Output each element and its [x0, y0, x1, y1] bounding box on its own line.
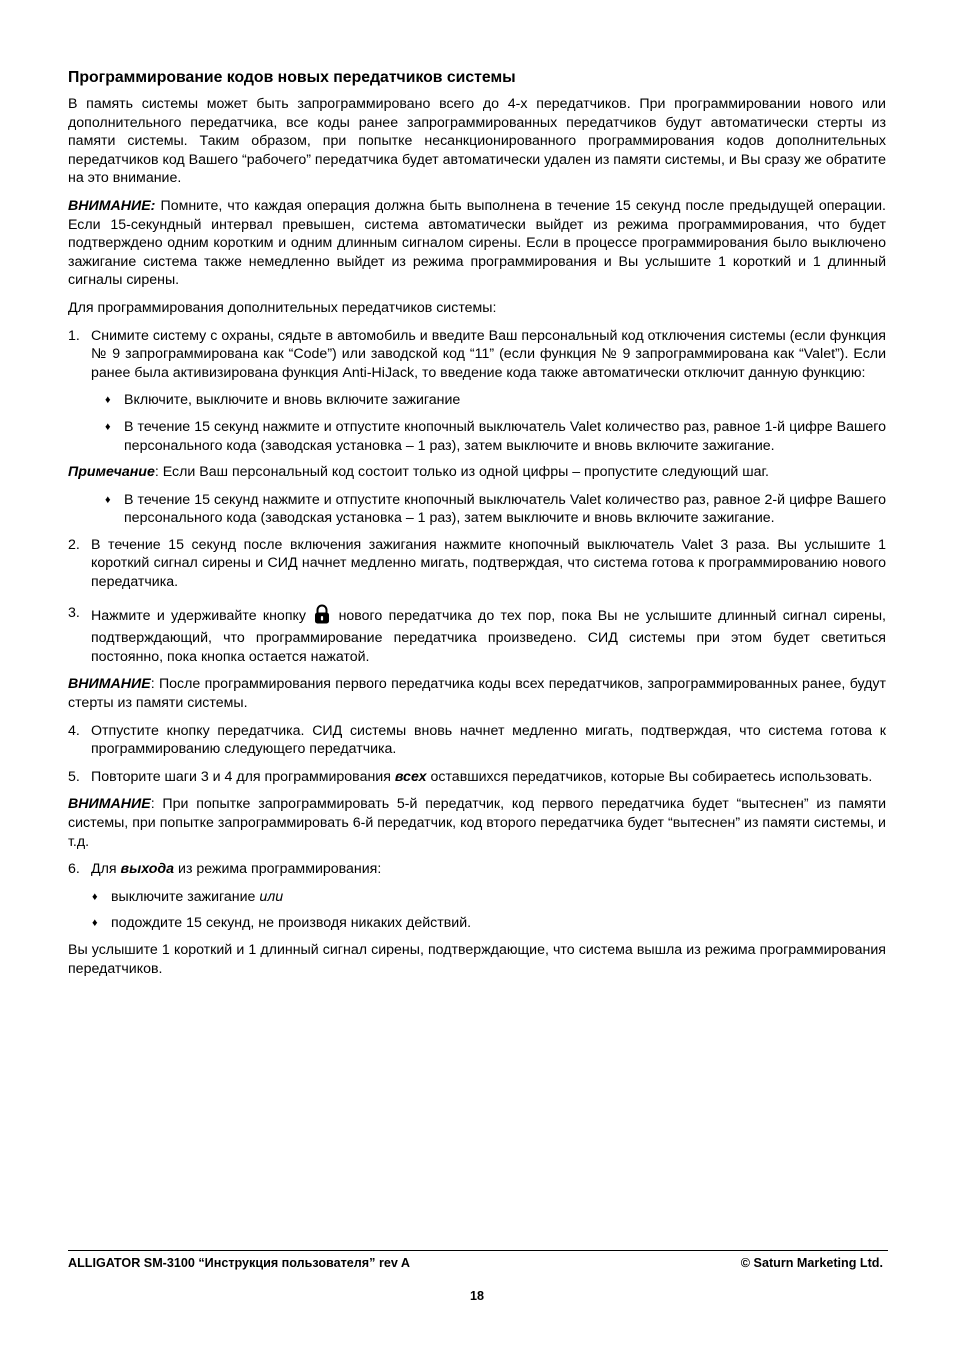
list-item-text: Включите, выключите и вновь включите зажигание [124, 392, 461, 409]
warning-text: Помните, что каждая операция должна быть выполнена в течение 15 секунд после предыдущей операции. Если 15-секундный интервал превышен, система автоматически выйдет из режима программирования, что будет подтверждено одним коротким и одним длинным сигналом сирены. Если в процессе программирования было выключено зажигание система также немедленно выйдет из режима программирования и Вы услышите 1 короткий и 1 длинный сигналы сирены. [68, 197, 886, 289]
diamond-bullet-icon: ♦ [92, 890, 98, 903]
note-paragraph [68, 463, 886, 482]
step-4 [68, 722, 886, 759]
step-text-part: Нажмите и удерживайте кнопку [91, 607, 313, 624]
diamond-bullet-icon: ♦ [105, 420, 111, 433]
step-6 [68, 860, 886, 879]
list-item-text-part: выключите зажигание [111, 888, 260, 905]
step-text-part: нового передатчика до тех пор, пока Вы не услышите длинный сигнал сирены, подтверждающий, что программирование передатчика произведено. СИД системы при этом будет светиться постоянно, пока кнопка остается нажатой. [91, 607, 886, 665]
warning-text: : При попытке запрограммировать 5-й передатчик, код первого передатчика будет “вытеснен” из памяти системы, при попытке запрограммировать 6-й передатчик, код второго передатчика будет “вытеснен” из памяти системы, и т.д. [68, 796, 886, 850]
diamond-bullet-icon: ♦ [105, 394, 111, 407]
step-number: 4. [68, 722, 80, 739]
step-number: 6. [68, 861, 80, 878]
list-item [68, 914, 886, 933]
step-text: В течение 15 секунд после включения зажигания нажмите кнопочный выключатель Valet 3 раза. Вы услышите 1 короткий сигнал сирены и СИД начнет медленно мигать, подтверждая, что система готова к программированию нового передатчика. [91, 536, 886, 591]
step-5 [68, 768, 886, 787]
step-number: 1. [68, 327, 80, 344]
list-item-text: В течение 15 секунд нажмите и отпустите кнопочный выключатель Valet количество раз, равное 2-й цифре Вашего персонального кода (заводская установка – 1 раз), затем выключите и вновь включите зажигание. [124, 491, 886, 527]
step-text-part: из режима программирования: [174, 861, 382, 878]
lock-icon [313, 604, 331, 630]
step-number: 3. [68, 604, 80, 621]
step-text-part: Повторите шаги 3 и 4 для программирования [91, 768, 395, 785]
step-text-part: оставшихся передатчиков, которые Вы собираетесь использовать. [426, 768, 873, 785]
step-text: Отпустите кнопку передатчика. СИД системы вновь начнет медленно мигать, подтверждая, что система готова к программированию следующего передатчика. [91, 722, 886, 758]
lead-paragraph: Для программирования дополнительных передатчиков системы: [68, 299, 497, 316]
page-footer [68, 1250, 888, 1270]
warning-label: ВНИМАНИЕ [68, 676, 151, 693]
warning-paragraph-3 [68, 795, 886, 851]
section-heading: Программирование кодов новых передатчиков системы [68, 69, 516, 86]
footer-left-text: ALLIGATOR SM-3100 “Инструкция пользователя” rev A [68, 1256, 410, 1270]
italic-text: или [259, 888, 284, 905]
closing-paragraph: Вы услышите 1 короткий и 1 длинный сигнал сирены, подтверждающие, что система вышла из режима программирования передатчиков. [68, 941, 886, 977]
note-text: : Если Ваш персональный код состоит только из одной цифры – пропустите следующий шаг. [154, 464, 769, 481]
warning-label: ВНИМАНИЕ [68, 796, 151, 813]
list-item [68, 491, 886, 528]
step-text-part: Для [91, 861, 121, 878]
warning-paragraph-1 [68, 197, 886, 290]
warning-text: : После программирования первого передатчика коды всех передатчиков, запрограммированных ранее, будут стерты из памяти системы. [68, 676, 886, 712]
warning-paragraph-2 [68, 675, 886, 712]
diamond-bullet-icon: ♦ [105, 493, 111, 506]
emphasis-text: выхода [120, 861, 175, 878]
intro-paragraph: В память системы может быть запрограммировано всего до 4-х передатчиков. При программировании нового или дополнительного передатчика, все коды ранее запрограммированных передатчиков будут автоматически стерты из памяти системы. Таким образом, при попытке несанкционированного программирования кодов дополнительных передатчиков код Вашего “рабочего” передатчика будет автоматически удален из памяти системы, и Вы сразу же обратите на это внимание. [68, 96, 886, 187]
step-text [91, 860, 886, 879]
step-number: 5. [68, 768, 80, 785]
list-item [68, 418, 886, 455]
step-text [91, 768, 886, 787]
step-text: Снимите систему с охраны, сядьте в автомобиль и введите Ваш персональный код отключения системы (если функция № 9 запрограммирована как “Code”) или заводской код “11” (если функция № 9 запрограммирована как “Valet”). Если ранее была активизирована функция Anti-HiJack, то введение кода также автоматически отключит данную функцию: [91, 327, 886, 381]
list-item-text [111, 888, 886, 907]
list-item-text: подождите 15 секунд, не производя никаких действий. [111, 915, 472, 932]
list-item-text: В течение 15 секунд нажмите и отпустите кнопочный выключатель Valet количество раз, равное 1-й цифре Вашего персонального кода (заводская установка – 1 раз), затем выключите и вновь включите зажигание. [124, 418, 886, 454]
emphasis-text: всех [394, 768, 427, 785]
step-3 [68, 604, 886, 667]
document-page [68, 68, 886, 987]
diamond-bullet-icon: ♦ [92, 917, 98, 930]
warning-label: ВНИМАНИЕ: [68, 197, 156, 214]
step-2 [68, 536, 886, 592]
note-label: Примечание [68, 464, 155, 481]
page-number: 18 [469, 1289, 484, 1303]
step-text [91, 604, 886, 667]
list-item [68, 391, 886, 410]
step-number: 2. [68, 536, 80, 553]
step-1 [68, 327, 886, 383]
list-item [68, 888, 886, 907]
footer-right-text: © Saturn Marketing Ltd. [740, 1256, 883, 1270]
